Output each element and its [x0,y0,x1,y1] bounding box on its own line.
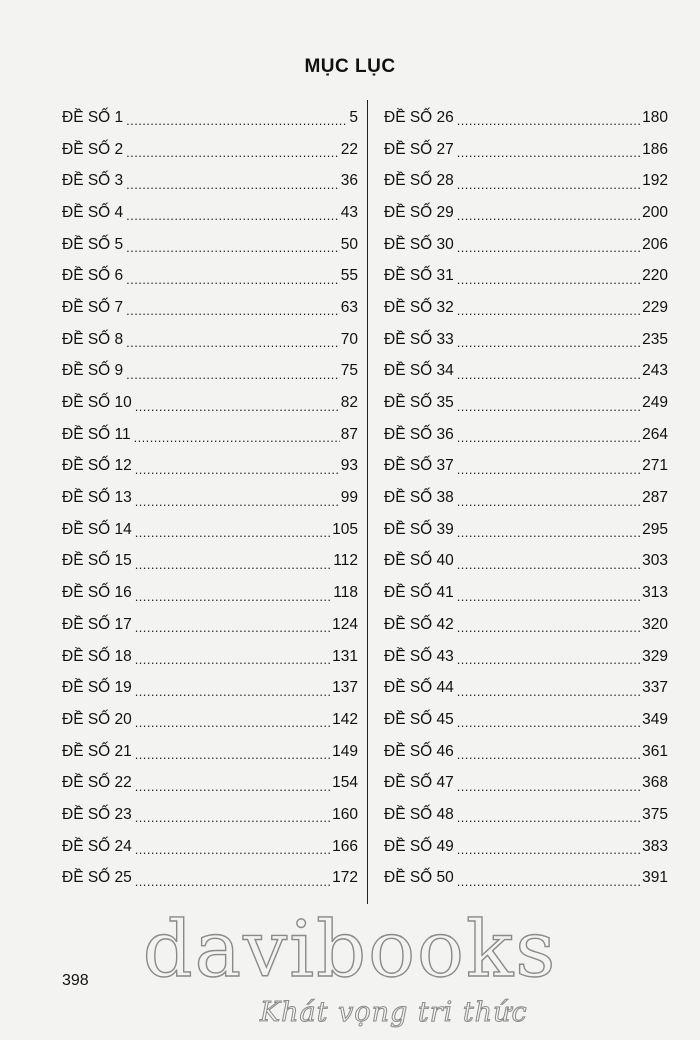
toc-column-left [62,102,358,894]
toc-entry-page: 329 [642,647,668,665]
toc-entry-page: 5 [349,108,358,126]
toc-entry-page: 50 [340,235,358,253]
toc-entry [384,134,668,166]
toc-entry-page: 131 [332,647,358,665]
toc-entry-label: ĐỀ SỐ 10 [62,394,132,412]
toc-entry-page: 142 [332,710,358,728]
toc-entry-label: ĐỀ SỐ 41 [384,584,454,602]
toc-entry-page: 105 [332,520,358,538]
toc-entry-label: ĐỀ SỐ 14 [62,520,132,538]
toc-entry-label: ĐỀ SỐ 47 [384,774,454,792]
toc-entry [384,260,668,292]
toc-entry [384,609,668,641]
toc-dot-leader [457,145,641,160]
toc-entry-page: 166 [332,837,358,855]
toc-entry [62,292,358,324]
toc-dot-leader [457,303,641,318]
toc-entry [384,514,668,546]
toc-dot-leader [457,113,641,128]
toc-entry-page: 361 [642,742,668,760]
watermark-logo [140,905,560,1035]
toc-entry-page: 391 [642,869,668,887]
toc-entry [384,356,668,388]
toc-entry-label: ĐỀ SỐ 28 [384,172,454,190]
toc-entry-page: 118 [333,584,358,602]
toc-dot-leader [457,272,641,287]
toc-entry-label: ĐỀ SỐ 2 [62,140,124,158]
toc-entry-page: 243 [642,362,668,380]
toc-entry [62,387,358,419]
toc-entry-label: ĐỀ SỐ 50 [384,869,454,887]
toc-dot-leader [457,620,641,635]
toc-dot-leader [126,113,348,128]
toc-entry-page: 220 [642,267,668,285]
toc-entry-label: ĐỀ SỐ 45 [384,710,454,728]
toc-dot-leader [457,842,641,857]
toc-entry-label: ĐỀ SỐ 49 [384,837,454,855]
toc-dot-leader [135,874,331,889]
toc-dot-leader [126,335,340,350]
toc-entry [384,229,668,261]
toc-dot-leader [126,177,340,192]
toc-entry-label: ĐỀ SỐ 38 [384,489,454,507]
toc-dot-leader [135,779,331,794]
toc-entry [62,419,358,451]
toc-entry-page: 137 [332,679,358,697]
toc-dot-leader [135,620,331,635]
toc-entry [62,229,358,261]
toc-dot-leader [457,494,641,509]
toc-entry-page: 186 [642,140,668,158]
toc-entry-page: 87 [340,425,358,443]
toc-entry [62,165,358,197]
toc-dot-leader [457,557,641,572]
toc-entry-page: 63 [340,298,358,316]
toc-entry-label: ĐỀ SỐ 29 [384,203,454,221]
toc-dot-leader [457,335,641,350]
toc-entry-page: 36 [340,172,358,190]
toc-entry-label: ĐỀ SỐ 34 [384,362,454,380]
page-title: MỤC LỤC [304,56,396,77]
toc-entry-page: 303 [642,552,668,570]
toc-entry [62,577,358,609]
watermark-tagline: Khát vọng tri thức [260,997,528,1028]
toc-entry-label: ĐỀ SỐ 3 [62,172,124,190]
toc-entry-page: 124 [332,615,358,633]
toc-entry [384,641,668,673]
toc-dot-leader [126,272,340,287]
toc-entry-page: 287 [642,489,668,507]
toc-entry [384,736,668,768]
toc-dot-leader [135,557,333,572]
toc-entry-page: 180 [642,108,668,126]
toc-entry-page: 235 [642,330,668,348]
toc-entry [62,134,358,166]
toc-entry [62,482,358,514]
toc-dot-leader [135,399,340,414]
toc-entry-label: ĐỀ SỐ 40 [384,552,454,570]
toc-entry-page: 200 [642,203,668,221]
toc-entry-page: 229 [642,298,668,316]
toc-entry-label: ĐỀ SỐ 21 [62,742,132,760]
toc-entry [384,292,668,324]
toc-dot-leader [457,208,641,223]
toc-entry [62,767,358,799]
toc-entry [384,546,668,578]
toc-dot-leader [457,589,641,604]
toc-dot-leader [126,145,340,160]
toc-entry-label: ĐỀ SỐ 30 [384,235,454,253]
toc-entry [62,704,358,736]
toc-entry-label: ĐỀ SỐ 23 [62,805,132,823]
toc-entry [384,451,668,483]
toc-dot-leader [135,747,331,762]
toc-entry-page: 368 [642,774,668,792]
toc-entry-label: ĐỀ SỐ 43 [384,647,454,665]
toc-entry-label: ĐỀ SỐ 20 [62,710,132,728]
toc-entry-page: 55 [340,267,358,285]
toc-entry-page: 313 [642,584,668,602]
toc-entry-label: ĐỀ SỐ 22 [62,774,132,792]
toc-entry-label: ĐỀ SỐ 42 [384,615,454,633]
toc-entry [62,324,358,356]
toc-dot-leader [135,810,331,825]
toc-entry-page: 160 [332,805,358,823]
toc-entry-page: 43 [340,203,358,221]
toc-entry-page: 99 [340,489,358,507]
toc-entry-label: ĐỀ SỐ 13 [62,489,132,507]
toc-entry-page: 112 [333,552,358,570]
toc-entry-page: 206 [642,235,668,253]
toc-entry-label: ĐỀ SỐ 8 [62,330,124,348]
toc-entry-label: ĐỀ SỐ 19 [62,679,132,697]
toc-dot-leader [457,810,641,825]
toc-entry-page: 375 [642,805,668,823]
toc-entry-page: 75 [340,362,358,380]
toc-entry [62,672,358,704]
toc-entry [62,197,358,229]
toc-entry [384,102,668,134]
toc-entry-label: ĐỀ SỐ 27 [384,140,454,158]
toc-entry-label: ĐỀ SỐ 32 [384,298,454,316]
toc-entry [384,863,668,895]
toc-entry-page: 192 [642,172,668,190]
toc-entry-page: 320 [642,615,668,633]
toc-dot-leader [457,525,641,540]
toc-column-right [384,102,668,894]
toc-entry-label: ĐỀ SỐ 25 [62,869,132,887]
toc-dot-leader [457,874,641,889]
toc-entry-page: 149 [332,742,358,760]
toc-entry [62,260,358,292]
toc-dot-leader [135,684,331,699]
toc-dot-leader [135,462,340,477]
toc-entry [384,672,668,704]
toc-entry [384,324,668,356]
toc-entry-page: 22 [340,140,358,158]
toc-entry-page: 70 [340,330,358,348]
toc-entry-label: ĐỀ SỐ 48 [384,805,454,823]
toc-entry-page: 271 [642,457,668,475]
toc-entry-page: 154 [332,774,358,792]
toc-dot-leader [126,208,340,223]
toc-dot-leader [457,430,641,445]
toc-entry [384,799,668,831]
toc-dot-leader [135,589,333,604]
toc-entry-label: ĐỀ SỐ 35 [384,394,454,412]
toc-dot-leader [135,652,331,667]
toc-entry-label: ĐỀ SỐ 31 [384,267,454,285]
toc-entry-label: ĐỀ SỐ 44 [384,679,454,697]
toc-dot-leader [457,462,641,477]
toc-entry [384,482,668,514]
toc-entry-label: ĐỀ SỐ 33 [384,330,454,348]
toc-dot-leader [457,652,641,667]
toc-entry-label: ĐỀ SỐ 6 [62,267,124,285]
toc-entry-page: 82 [340,394,358,412]
toc-entry-label: ĐỀ SỐ 18 [62,647,132,665]
watermark-brand: davibooks [142,905,558,995]
column-divider [367,100,368,904]
toc-entry [384,165,668,197]
toc-entry [62,546,358,578]
toc-dot-leader [457,177,641,192]
toc-entry [384,419,668,451]
toc-dot-leader [135,494,340,509]
toc-dot-leader [126,367,340,382]
toc-entry [384,831,668,863]
toc-entry [384,704,668,736]
toc-entry-label: ĐỀ SỐ 37 [384,457,454,475]
toc-entry-page: 249 [642,394,668,412]
toc-dot-leader [126,240,340,255]
toc-entry-label: ĐỀ SỐ 12 [62,457,132,475]
toc-entry-label: ĐỀ SỐ 11 [62,425,131,443]
toc-entry-label: ĐỀ SỐ 5 [62,235,124,253]
toc-entry-label: ĐỀ SỐ 9 [62,362,124,380]
toc-dot-leader [457,747,641,762]
toc-entry-label: ĐỀ SỐ 36 [384,425,454,443]
toc-entry-page: 172 [332,869,358,887]
toc-dot-leader [457,399,641,414]
toc-dot-leader [457,779,641,794]
toc-entry-label: ĐỀ SỐ 16 [62,584,132,602]
toc-entry [62,799,358,831]
toc-entry [384,767,668,799]
toc-entry-label: ĐỀ SỐ 17 [62,615,132,633]
toc-dot-leader [457,367,641,382]
toc-entry-label: ĐỀ SỐ 24 [62,837,132,855]
toc-entry-page: 93 [340,457,358,475]
toc-entry [384,197,668,229]
toc-entry [62,609,358,641]
toc-entry [62,736,358,768]
toc-entry-page: 295 [642,520,668,538]
toc-entry-label: ĐỀ SỐ 26 [384,108,454,126]
toc-dot-leader [135,842,331,857]
page-number: 398 [62,972,89,989]
toc-entry-label: ĐỀ SỐ 39 [384,520,454,538]
toc-entry [62,514,358,546]
toc-entry-label: ĐỀ SỐ 15 [62,552,132,570]
toc-entry-label: ĐỀ SỐ 1 [62,108,124,126]
toc-dot-leader [457,715,641,730]
toc-entry [62,831,358,863]
toc-entry-label: ĐỀ SỐ 4 [62,203,124,221]
toc-entry [384,577,668,609]
toc-entry-label: ĐỀ SỐ 7 [62,298,124,316]
toc-dot-leader [134,430,340,445]
toc-entry-page: 349 [642,710,668,728]
toc-entry [384,387,668,419]
toc-entry-page: 337 [642,679,668,697]
toc-entry [62,451,358,483]
toc-dot-leader [135,715,331,730]
toc-dot-leader [135,525,331,540]
toc-dot-leader [126,303,340,318]
toc-entry [62,641,358,673]
toc-entry [62,356,358,388]
toc-entry [62,863,358,895]
toc-entry [62,102,358,134]
toc-entry-page: 264 [642,425,668,443]
toc-dot-leader [457,240,641,255]
toc-entry-label: ĐỀ SỐ 46 [384,742,454,760]
toc-entry-page: 383 [642,837,668,855]
toc-dot-leader [457,684,641,699]
